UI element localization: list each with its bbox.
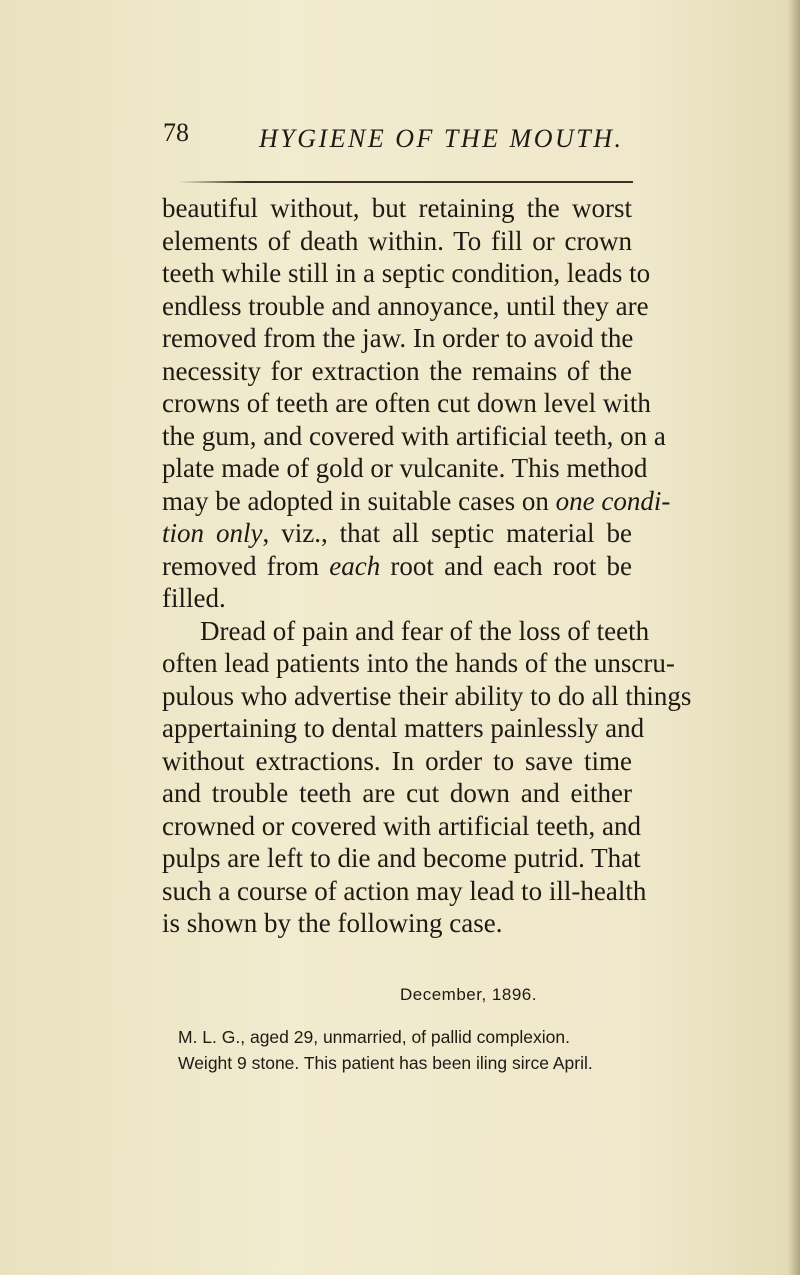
text-line: appertaining to dental matters painlessly and — [162, 713, 645, 743]
text-run: , viz., that all septic material be — [262, 518, 632, 548]
text-line: pulps are left to die and become putrid. That — [162, 843, 641, 873]
text-line: is shown by the following case. — [162, 908, 503, 938]
text-line: endless trouble and annoyance, until they are — [162, 290, 649, 321]
text-line: and trouble teeth are cut down and either — [162, 778, 632, 808]
italic-run: each — [329, 550, 381, 581]
text-line: pulous who advertise their ability to do all things — [162, 680, 692, 711]
italic-run: tion only — [162, 518, 263, 548]
text-line — [162, 517, 632, 550]
text-line: often lead patients into the hands of the unscru- — [162, 648, 675, 678]
page-header — [163, 118, 663, 166]
text-line: elements of death within. To fill or crown — [162, 225, 632, 256]
page-number: 78 — [163, 118, 189, 147]
text-line: beautiful without, but retaining the worst — [162, 193, 632, 223]
case-line: Weight 9 stone. This patient has been iling sirce April. — [178, 1053, 593, 1073]
text-run: removed from — [162, 550, 330, 581]
text-line — [162, 485, 671, 518]
text-line: removed from the jaw. In order to avoid the — [162, 323, 634, 353]
text-run: may be adopted in suitable cases on — [162, 485, 549, 516]
text-line: such a course of action may lead to ill-health — [162, 875, 647, 906]
body-text — [162, 192, 692, 940]
text-line: filled. — [162, 583, 226, 613]
text-run: root and each root be — [380, 550, 632, 581]
case-date: December, 1896. — [400, 985, 537, 1004]
text-line: without extractions. In order to save time — [162, 745, 632, 776]
text-line: crowned or covered with artificial teeth, and — [162, 810, 642, 841]
text-line: plate made of gold or vulcanite. This method — [162, 453, 648, 483]
text-line: the gum, and covered with artificial teeth, on a — [162, 420, 666, 451]
italic-run: one condi- — [555, 485, 671, 516]
running-head: HYGIENE OF THE MOUTH. — [259, 124, 624, 153]
page-edge-shadow — [788, 0, 800, 1275]
text-line: teeth while still in a septic condition, leads to — [162, 258, 651, 288]
text-line: crowns of teeth are often cut down level with — [162, 388, 651, 418]
text-line — [162, 550, 632, 583]
case-text — [178, 1024, 633, 1076]
header-rule — [178, 181, 633, 183]
case-line: M. L. G., aged 29, unmarried, of pallid complexion. — [178, 1027, 571, 1047]
text-line: Dread of pain and fear of the loss of teeth — [200, 615, 650, 646]
text-line: necessity for extraction the remains of the — [162, 355, 632, 386]
